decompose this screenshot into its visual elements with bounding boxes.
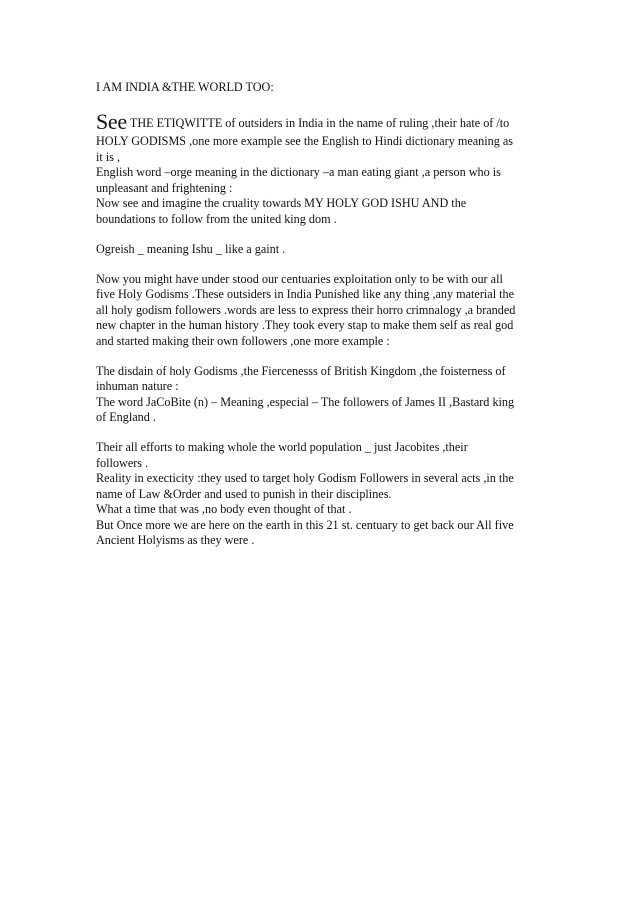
text-line: new chapter in the human history .They took every stap to make them self as real god [96, 318, 514, 332]
first-line-text: THE ETIQWITTE of outsiders in India in the name of ruling ,their hate of /to [129, 116, 510, 130]
paragraph-4 [96, 364, 556, 426]
document-body [96, 110, 556, 549]
paragraph-3 [96, 272, 556, 350]
text-line: all holy godism followers .words are less to express their horro crimnalogy ,a branded [96, 302, 516, 317]
text-line: Ancient Holyisms as they were . [96, 533, 255, 547]
text-line: unpleasant and frightening : [96, 180, 233, 195]
text-line: Now you might have under stood our centuaries exploitation only to be with our all [96, 271, 503, 286]
text-line: five Holy Godisms .These outsiders in India Punished like any thing ,any material the [96, 287, 515, 301]
text-line: But Once more we are here on the earth in this 21 st. centuary to get back our All five [96, 517, 514, 532]
text-line: Ogreish _ meaning Ishu _ like a gaint . [96, 241, 286, 256]
text-line: Reality in execticity :they used to target holy Godism Followers in several acts ,in the [96, 471, 514, 485]
text-line: The word JaCoBite (n) – Meaning ,especial – The followers of James II ,Bastard king [96, 394, 515, 409]
text-line: name of Law &Order and used to punish in their disciplines. [96, 486, 392, 501]
text-line: What a time that was ,no body even thought of that . [96, 502, 352, 516]
text-line: The disdain of holy Godisms ,the Fiercenesss of British Kingdom ,the foisterness of [96, 363, 506, 378]
text-line: Their all efforts to making whole the world population _ just Jacobites ,their [96, 440, 468, 454]
document-title: I AM INDIA &THE WORLD TOO: [96, 80, 274, 94]
text-line: followers . [96, 455, 149, 470]
paragraph-1-first-line [96, 110, 556, 134]
text-line: boundations to follow from the united king dom . [96, 211, 337, 226]
text-line: it is , [96, 149, 121, 164]
text-line: HOLY GODISMS ,one more example see the English to Hindi dictionary meaning as [96, 134, 514, 148]
lead-word: See [96, 109, 127, 134]
paragraph-2 [96, 242, 556, 258]
text-line: inhuman nature : [96, 379, 179, 393]
text-line: English word –orge meaning in the dictionary –a man eating giant ,a person who is [96, 165, 501, 179]
text-line: Now see and imagine the cruality towards MY HOLY GOD ISHU AND the [96, 196, 467, 210]
text-line: and started making their own followers ,one more example : [96, 333, 390, 348]
paragraph-1 [96, 110, 556, 227]
text-line: of England . [96, 410, 156, 424]
paragraph-5 [96, 440, 556, 549]
